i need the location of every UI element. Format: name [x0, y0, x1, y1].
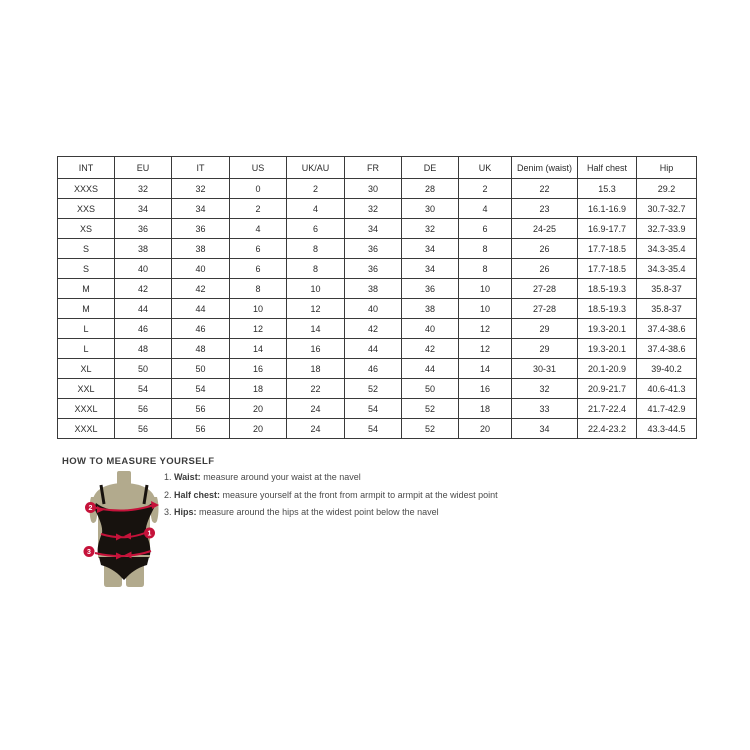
size-table-body — [58, 179, 697, 439]
size-chart-table — [57, 156, 697, 439]
table-cell: 44 — [115, 299, 172, 319]
measure-steps — [164, 472, 498, 525]
column-header: FR — [345, 157, 402, 179]
table-cell: 21.7-22.4 — [578, 399, 637, 419]
table-cell: 20 — [230, 399, 287, 419]
table-cell: 34 — [115, 199, 172, 219]
table-row — [58, 419, 697, 439]
table-row — [58, 239, 697, 259]
table-row — [58, 339, 697, 359]
table-cell: 12 — [459, 319, 512, 339]
table-cell: 39-40.2 — [637, 359, 697, 379]
table-cell: 17.7-18.5 — [578, 239, 637, 259]
table-cell: M — [58, 299, 115, 319]
table-cell: 27-28 — [512, 279, 578, 299]
table-cell: 12 — [459, 339, 512, 359]
table-cell: 40 — [172, 259, 230, 279]
column-header: DE — [402, 157, 459, 179]
table-row — [58, 379, 697, 399]
table-row — [58, 259, 697, 279]
table-cell: 54 — [345, 419, 402, 439]
table-cell: 19.3-20.1 — [578, 319, 637, 339]
table-cell: M — [58, 279, 115, 299]
table-cell: 0 — [230, 179, 287, 199]
table-cell: 46 — [172, 319, 230, 339]
table-cell: 14 — [287, 319, 345, 339]
table-cell: 46 — [115, 319, 172, 339]
table-row — [58, 199, 697, 219]
table-cell: 35.8-37 — [637, 279, 697, 299]
table-cell: 29 — [512, 339, 578, 359]
table-cell: 32 — [402, 219, 459, 239]
table-cell: 15.3 — [578, 179, 637, 199]
table-cell: 43.3-44.5 — [637, 419, 697, 439]
table-cell: S — [58, 259, 115, 279]
table-row — [58, 319, 697, 339]
table-cell: 17.7-18.5 — [578, 259, 637, 279]
table-cell: XL — [58, 359, 115, 379]
table-cell: 34 — [345, 219, 402, 239]
table-cell: 14 — [459, 359, 512, 379]
table-row — [58, 359, 697, 379]
table-cell: 36 — [172, 219, 230, 239]
table-cell: 10 — [287, 279, 345, 299]
table-cell: 2 — [230, 199, 287, 219]
table-cell: 20 — [459, 419, 512, 439]
table-cell: 56 — [115, 419, 172, 439]
table-cell: 23 — [512, 199, 578, 219]
table-cell: 18 — [459, 399, 512, 419]
marker-badge-1 — [144, 528, 155, 539]
table-cell: 44 — [172, 299, 230, 319]
table-cell: 30.7-32.7 — [637, 199, 697, 219]
table-cell: 42 — [345, 319, 402, 339]
table-cell: 4 — [230, 219, 287, 239]
table-row — [58, 219, 697, 239]
table-cell: 2 — [287, 179, 345, 199]
table-cell: 40 — [402, 319, 459, 339]
measure-step: 1. Waist: measure around your waist at the navel — [164, 472, 361, 482]
table-cell: 50 — [402, 379, 459, 399]
table-cell: 36 — [345, 259, 402, 279]
table-cell: 34 — [402, 239, 459, 259]
table-row — [58, 299, 697, 319]
table-cell: 20.1-20.9 — [578, 359, 637, 379]
column-header: US — [230, 157, 287, 179]
marker-badge-1-number: 1 — [147, 530, 152, 538]
column-header: Hip — [637, 157, 697, 179]
table-cell: 20 — [230, 419, 287, 439]
table-cell: 6 — [230, 259, 287, 279]
table-cell: 36 — [115, 219, 172, 239]
table-cell: 8 — [459, 259, 512, 279]
table-cell: 56 — [172, 399, 230, 419]
measure-step: 3. Hips: measure around the hips at the widest point below the navel — [164, 507, 439, 517]
table-cell: 34.3-35.4 — [637, 239, 697, 259]
table-cell: 40 — [115, 259, 172, 279]
table-cell: 56 — [115, 399, 172, 419]
table-cell: 22 — [512, 179, 578, 199]
table-cell: 26 — [512, 259, 578, 279]
table-cell: L — [58, 319, 115, 339]
table-cell: 30 — [402, 199, 459, 219]
table-cell: 40 — [345, 299, 402, 319]
table-cell: 8 — [287, 259, 345, 279]
table-cell: 44 — [345, 339, 402, 359]
table-cell: 37.4-38.6 — [637, 319, 697, 339]
table-cell: 42 — [402, 339, 459, 359]
table-cell: 10 — [459, 299, 512, 319]
table-cell: 48 — [172, 339, 230, 359]
table-cell: 29 — [512, 319, 578, 339]
table-cell: 8 — [459, 239, 512, 259]
table-cell: 54 — [172, 379, 230, 399]
table-cell: 32.7-33.9 — [637, 219, 697, 239]
table-cell: 34 — [172, 199, 230, 219]
table-cell: XS — [58, 219, 115, 239]
mannequin-illustration-icon — [80, 470, 168, 590]
table-cell: 2 — [459, 179, 512, 199]
table-row — [58, 179, 697, 199]
table-cell: 22 — [287, 379, 345, 399]
table-cell: 30-31 — [512, 359, 578, 379]
table-cell: 6 — [459, 219, 512, 239]
table-row — [58, 399, 697, 419]
table-cell: XXS — [58, 199, 115, 219]
table-cell: 14 — [230, 339, 287, 359]
table-cell: 52 — [345, 379, 402, 399]
table-cell: 12 — [287, 299, 345, 319]
table-cell: 16 — [287, 339, 345, 359]
table-cell: XXXL — [58, 399, 115, 419]
table-cell: 42 — [172, 279, 230, 299]
table-cell: 16.9-17.7 — [578, 219, 637, 239]
table-cell: 27-28 — [512, 299, 578, 319]
table-cell: 19.3-20.1 — [578, 339, 637, 359]
table-cell: 18.5-19.3 — [578, 299, 637, 319]
table-cell: 54 — [115, 379, 172, 399]
column-header: Denim (waist) — [512, 157, 578, 179]
table-cell: 30 — [345, 179, 402, 199]
table-cell: 38 — [402, 299, 459, 319]
table-cell: 52 — [402, 419, 459, 439]
table-cell: 41.7-42.9 — [637, 399, 697, 419]
table-cell: 33 — [512, 399, 578, 419]
table-cell: 32 — [115, 179, 172, 199]
table-cell: 50 — [172, 359, 230, 379]
table-cell: 34.3-35.4 — [637, 259, 697, 279]
table-cell: 16.1-16.9 — [578, 199, 637, 219]
table-cell: 32 — [345, 199, 402, 219]
table-cell: 8 — [230, 279, 287, 299]
table-cell: 6 — [287, 219, 345, 239]
table-cell: XXXL — [58, 419, 115, 439]
table-cell: 50 — [115, 359, 172, 379]
column-header: UK — [459, 157, 512, 179]
table-cell: 38 — [172, 239, 230, 259]
measure-step: 2. Half chest: measure yourself at the front from armpit to armpit at the widest point — [164, 489, 498, 500]
table-cell: 36 — [345, 239, 402, 259]
table-cell: 34 — [512, 419, 578, 439]
table-cell: 4 — [459, 199, 512, 219]
measurement-figure — [80, 470, 168, 590]
table-cell: 29.2 — [637, 179, 697, 199]
table-cell: 48 — [115, 339, 172, 359]
table-cell: 34 — [402, 259, 459, 279]
table-cell: 6 — [230, 239, 287, 259]
table-cell: 8 — [287, 239, 345, 259]
table-cell: 10 — [230, 299, 287, 319]
table-cell: 54 — [345, 399, 402, 419]
table-cell: 32 — [172, 179, 230, 199]
table-cell: 38 — [345, 279, 402, 299]
table-cell: 56 — [172, 419, 230, 439]
table-cell: 44 — [402, 359, 459, 379]
table-cell: 24 — [287, 399, 345, 419]
table-cell: 42 — [115, 279, 172, 299]
table-cell: 37.4-38.6 — [637, 339, 697, 359]
column-header: UK/AU — [287, 157, 345, 179]
table-cell: XXXS — [58, 179, 115, 199]
column-header: EU — [115, 157, 172, 179]
marker-badge-2-number: 2 — [88, 505, 93, 512]
marker-badge-3-number: 3 — [87, 549, 91, 556]
table-cell: 35.8-37 — [637, 299, 697, 319]
table-cell: 26 — [512, 239, 578, 259]
marker-badge-3 — [84, 546, 95, 557]
table-cell: 12 — [230, 319, 287, 339]
column-header: IT — [172, 157, 230, 179]
table-cell: 46 — [345, 359, 402, 379]
column-header: Half chest — [578, 157, 637, 179]
table-cell: S — [58, 239, 115, 259]
table-cell: 22.4-23.2 — [578, 419, 637, 439]
table-cell: 28 — [402, 179, 459, 199]
table-cell: 16 — [230, 359, 287, 379]
table-cell: 18 — [287, 359, 345, 379]
marker-badge-2 — [85, 502, 96, 513]
table-cell: 4 — [287, 199, 345, 219]
table-cell: L — [58, 339, 115, 359]
table-cell: 38 — [115, 239, 172, 259]
table-cell: 16 — [459, 379, 512, 399]
table-cell: 40.6-41.3 — [637, 379, 697, 399]
table-cell: 24-25 — [512, 219, 578, 239]
table-cell: 18 — [230, 379, 287, 399]
table-cell: 52 — [402, 399, 459, 419]
table-cell: 10 — [459, 279, 512, 299]
table-cell: 20.9-21.7 — [578, 379, 637, 399]
table-cell: 18.5-19.3 — [578, 279, 637, 299]
table-row — [58, 279, 697, 299]
table-cell: 32 — [512, 379, 578, 399]
table-cell: 24 — [287, 419, 345, 439]
table-cell: 36 — [402, 279, 459, 299]
column-header: INT — [58, 157, 115, 179]
size-table-header-row — [58, 157, 697, 179]
measure-guide-title: HOW TO MEASURE YOURSELF — [62, 456, 215, 467]
table-cell: XXL — [58, 379, 115, 399]
